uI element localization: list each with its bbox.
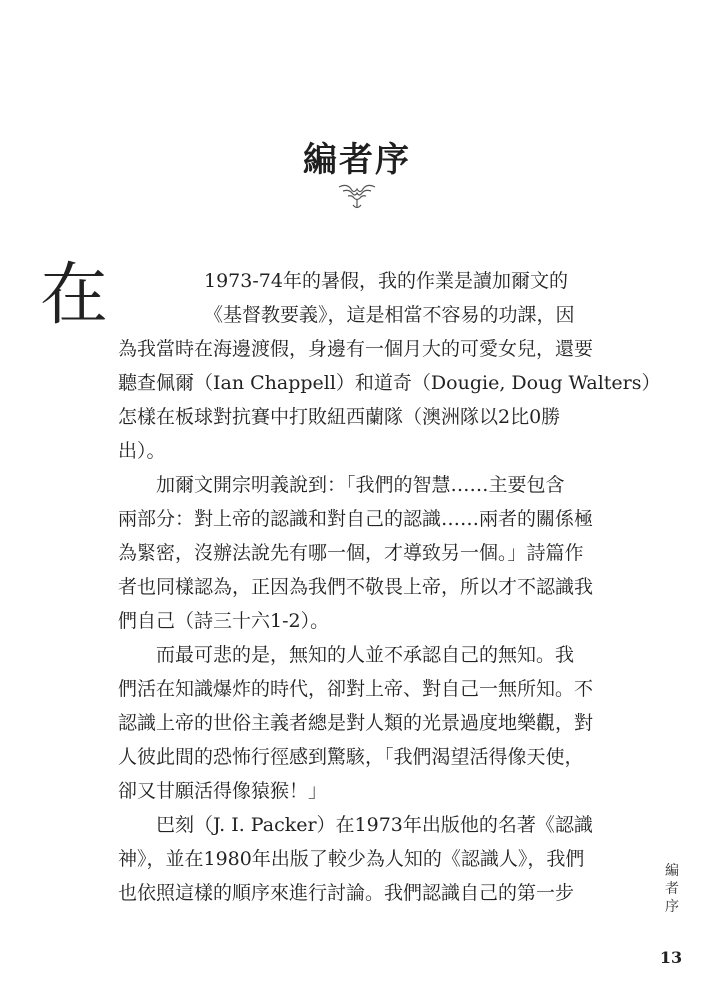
text-line: 者也同樣認為，正因為我們不敬畏上帝，所以才不認識我: [118, 576, 594, 598]
side-label-char: 序: [665, 899, 679, 915]
text-line: 兩部分：對上帝的認識和對自己的認識……兩者的關係極: [118, 508, 594, 530]
text-line: 卻又甘願活得像猿猴！」: [118, 780, 328, 802]
text-line: 聽查佩爾（Ian Chappell）和道奇（Dougie, Doug Walters）: [118, 372, 661, 394]
running-header-vertical: [664, 862, 680, 916]
text-line: 而最可悲的是，無知的人並不承認自己的無知。我: [156, 644, 575, 666]
side-label-char: 編: [665, 863, 679, 879]
text-line: 神》，並在1980年出版了較少為人知的《認識人》，我們: [118, 848, 585, 870]
page-number: 13: [659, 948, 683, 967]
page-title: 編者序: [303, 140, 411, 180]
text-line: 人彼此間的恐怖行徑感到驚駭，「我們渴望活得像天使，: [118, 746, 584, 768]
text-line: 巴刻（J. I. Packer）在1973年出版他的名著《認識: [156, 814, 593, 836]
text-line: 1973-74年的暑假，我的作業是讀加爾文的: [204, 270, 568, 292]
text-line: 也依照這樣的順序來進行討論。我們認識自己的第一步: [118, 882, 575, 904]
flourish-ornament-icon: [337, 181, 377, 211]
text-line: 們自己（詩三十六1-2）。: [118, 610, 330, 632]
text-line: 加爾文開宗明義說到：「我們的智慧……主要包含: [156, 474, 565, 496]
text-line: 為緊密，沒辦法說先有哪一個，才導致另一個。」詩篇作: [118, 542, 584, 564]
body-text: [118, 264, 661, 910]
text-line: 為我當時在海邊渡假，身邊有一個月大的可愛女兒，還要: [118, 338, 594, 360]
side-label-char: 者: [665, 881, 679, 897]
text-line: 認識上帝的世俗主義者總是對人類的光景過度地樂觀，對: [118, 712, 594, 734]
text-line: 怎樣在板球對抗賽中打敗紐西蘭隊（澳洲隊以2比0勝: [118, 406, 561, 428]
text-line: 《基督教要義》，這是相當不容易的功課，因: [204, 304, 575, 326]
drop-cap: 在: [40, 256, 109, 335]
text-line: 們活在知識爆炸的時代，卻對上帝、對自己一無所知。不: [118, 678, 594, 700]
text-line: 出）。: [118, 440, 166, 462]
